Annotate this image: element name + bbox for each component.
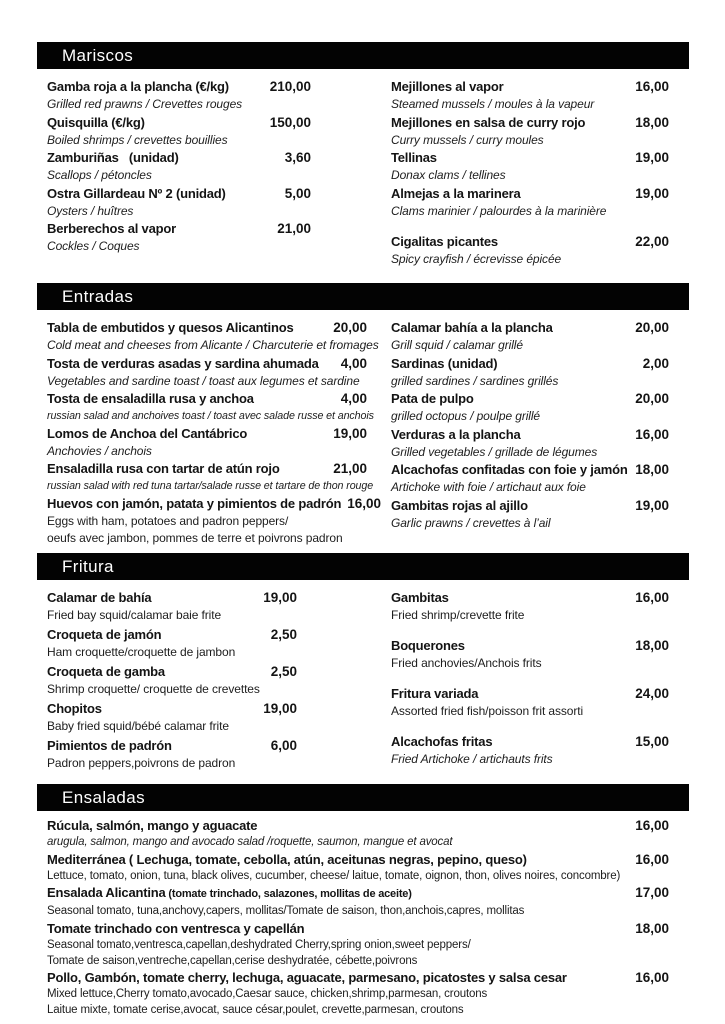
item-price: 18,00 (635, 920, 669, 936)
section-items-mariscos (37, 69, 689, 268)
section-title: Fritura (62, 556, 114, 576)
item-row (47, 737, 383, 755)
menu-item (47, 700, 383, 735)
item-name: Ensaladilla rusa con tartar de atún rojo (47, 461, 280, 476)
item-description: Fried anchovies/Anchois frits (391, 656, 542, 670)
menu-item (47, 319, 383, 354)
item-description: Oysters / huîtres (47, 203, 134, 218)
item-name: Berberechos al vapor (47, 221, 176, 236)
item-description: Laitue mixte, tomate cerise,avocat, sauce césar,poulet, crevette,parmesan, croutons (47, 1004, 464, 1016)
item-name: Pata de pulpo (391, 391, 474, 406)
item-description: Baby fried squid/bébé calamar frite (47, 719, 229, 733)
item-name: Sardinas (unidad) (391, 355, 498, 371)
item-price: 18,00 (635, 462, 669, 477)
item-description: Tomate de saison,ventreche,capellan,cerise deshydratée, cébette,poivrons (47, 954, 418, 967)
item-row (47, 663, 383, 681)
item-name: Croqueta de gamba (47, 664, 165, 679)
menu-column (47, 589, 383, 774)
item-name: Boquerones (391, 638, 465, 653)
menu-column (391, 319, 669, 547)
section-items-ensaladas (37, 811, 689, 1019)
menu-column (391, 589, 669, 774)
menu-column (391, 78, 669, 268)
item-description: russian salad and anchoives toast / toast avec salade russe et anchois (47, 410, 374, 422)
item-description: Fried bay squid/calamar baie frite (47, 608, 222, 622)
item-row (391, 497, 669, 515)
item-name: Mediterránea ( Lechuga, tomate, cebolla, atún, aceitunas negras, pepino, queso) (47, 851, 527, 867)
item-price: 21,00 (333, 461, 367, 476)
section-header-entradas (37, 283, 689, 310)
item-name: Tellinas (391, 150, 437, 165)
item-row (391, 114, 669, 132)
item-price: 210,00 (269, 79, 311, 94)
item-price: 16,00 (635, 818, 669, 833)
item-name: Gambitas (391, 590, 449, 605)
menu-item (391, 233, 669, 268)
item-row (391, 589, 669, 607)
item-description: Anchovies / anchois (47, 443, 152, 458)
item-name: Almejas a la marinera (391, 185, 521, 201)
item-name: Cigalitas picantes (391, 233, 498, 249)
menu-item (47, 460, 383, 494)
item-price: 21,00 (277, 221, 311, 236)
item-row (47, 114, 383, 132)
menu-item (391, 589, 669, 624)
item-row (391, 185, 669, 203)
item-row (47, 851, 669, 868)
item-price: 150,00 (269, 114, 311, 130)
item-row (47, 589, 383, 607)
item-name-note: (tomate trinchado, salazones, mollitas de aceite) (165, 888, 412, 900)
item-row (47, 149, 383, 167)
item-row (391, 637, 669, 655)
item-name: Tosta de verduras asadas y sardina ahumada (47, 355, 319, 371)
section-items-entradas (37, 310, 689, 547)
item-name: Zamburiñas (unidad) (47, 150, 179, 165)
item-name: Ensalada Alicantina (tomate trinchado, salazones, mollitas de aceite) (47, 885, 412, 900)
item-row (391, 685, 669, 703)
item-price: 16,00 (635, 426, 669, 442)
item-description: Spicy crayfish / écrevisse épicée (391, 251, 562, 266)
item-price: 16,00 (635, 970, 669, 985)
menu-item (47, 114, 383, 149)
menu-item (391, 114, 669, 149)
menu-item (391, 637, 669, 672)
item-row (391, 78, 669, 96)
item-price: 4,00 (340, 391, 367, 406)
item-description: grilled octopus / poulpe grillé (391, 409, 540, 423)
menu-item (47, 969, 669, 1018)
item-name: Tosta de ensaladilla rusa y anchoa (47, 391, 254, 406)
item-price: 19,00 (635, 150, 669, 165)
item-row (391, 390, 669, 408)
item-row (47, 355, 383, 373)
item-description: Vegetables and sardine toast / toast aux legumes et sardine (47, 373, 360, 388)
item-description: oeufs avec jambon, pommes de terre et poivrons padron (47, 530, 343, 545)
item-price: 24,00 (635, 686, 669, 701)
menu-item (47, 589, 383, 624)
item-price: 20,00 (333, 320, 367, 335)
item-row (391, 426, 669, 444)
item-price: 16,00 (635, 590, 669, 605)
item-price: 18,00 (635, 638, 669, 653)
section-entradas (0, 283, 725, 553)
item-row (47, 884, 669, 903)
item-name: Calamar de bahía (47, 590, 152, 605)
item-description: russian salad with red tuna tartar/salade russe et tartare de thon rouge (47, 480, 374, 492)
item-description: Scallops / pétoncles (47, 168, 152, 182)
section-items-fritura (37, 580, 689, 774)
item-description: Steamed mussels / moules à la vapeur (391, 97, 595, 111)
item-row (47, 425, 383, 443)
item-price: 2,00 (642, 355, 669, 371)
item-description: Mixed lettuce,Cherry tomato,avocado,Caesar sauce, chicken,shrimp,parmesan, croutons (47, 988, 488, 1000)
item-row (47, 460, 383, 478)
item-description: Shrimp croquette/ croquette de crevettes (47, 682, 260, 696)
item-row (47, 185, 383, 203)
menu-item (47, 390, 383, 424)
menu-column (47, 319, 383, 547)
item-row (47, 626, 383, 644)
item-name: Alcachofas fritas (391, 734, 493, 749)
item-name: Gamba roja a la plancha (€/kg) (47, 79, 229, 94)
item-description: Lettuce, tomato, onion, tuna, black olives, cucumber, cheese/ laitue, tomate, oignon, thon, olives noires, concombre) (47, 869, 621, 882)
item-description: Eggs with ham, potatoes and padron peppers/ (47, 513, 289, 528)
menu-column (47, 817, 669, 1019)
menu-item (391, 426, 669, 461)
item-price: 3,60 (284, 150, 311, 165)
item-description: arugula, salmon, mango and avocado salad /roquette, saumon, mangue et avocat (47, 836, 453, 848)
section-title: Mariscos (62, 45, 134, 65)
item-price: 19,00 (263, 701, 297, 716)
item-name: Pollo, Gambón, tomate cherry, lechuga, aguacate, parmesano, picatostes y salsa cesar (47, 970, 567, 985)
item-description: Garlic prawns / crevettes à l’ail (391, 515, 551, 530)
section-mariscos (0, 0, 725, 283)
item-row (47, 817, 669, 834)
item-price: 5,00 (284, 185, 311, 201)
item-name: Mejillones al vapor (391, 79, 504, 94)
item-name: Alcachofas confitadas con foie y jamón (391, 462, 628, 477)
item-name: Pimientos de padrón (47, 738, 172, 753)
menu-item (47, 663, 383, 698)
section-title: Ensaladas (62, 787, 145, 807)
section-title: Entradas (62, 286, 134, 306)
item-name: Fritura variada (391, 686, 479, 701)
item-price: 2,50 (270, 664, 297, 679)
menu-item (391, 149, 669, 184)
section-fritura (0, 553, 725, 784)
menu-item (391, 390, 669, 425)
item-price: 19,00 (263, 590, 297, 605)
item-row (391, 233, 669, 251)
item-name: Croqueta de jamón (47, 627, 162, 642)
menu-item (47, 851, 669, 884)
item-description: Assorted fried fish/poisson frit assorti (391, 704, 584, 718)
item-row (47, 78, 383, 96)
item-row (47, 319, 383, 337)
item-price: 16,00 (635, 851, 669, 867)
item-row (47, 390, 383, 408)
item-row (391, 461, 669, 479)
item-description: Cockles / Coques (47, 239, 140, 253)
item-description: Grilled red prawns / Crevettes rouges (47, 97, 243, 111)
menu-item (47, 185, 383, 220)
item-description: Cold meat and cheeses from Alicante / Charcuterie et fromages (47, 338, 379, 352)
item-description: Fried Artichoke / artichauts frits (391, 752, 553, 766)
item-name: Ostra Gillardeau Nº 2 (unidad) (47, 185, 226, 201)
menu-item (47, 355, 383, 390)
item-name: Lomos de Anchoa del Cantábrico (47, 425, 248, 441)
menu-item (47, 220, 383, 255)
menu-item (391, 685, 669, 720)
menu-item (391, 78, 669, 113)
item-name: Mejillones en salsa de curry rojo (391, 114, 586, 130)
item-row (47, 220, 383, 238)
menu-item (47, 626, 383, 661)
menu-item (47, 884, 669, 919)
item-row (391, 733, 669, 751)
item-description: Grill squid / calamar grillé (391, 338, 523, 352)
item-row (47, 969, 669, 986)
item-row (391, 319, 669, 337)
item-name: Quisquilla (€/kg) (47, 114, 145, 130)
item-row (391, 149, 669, 167)
item-price: 18,00 (635, 114, 669, 130)
item-price: 16,00 (347, 495, 381, 511)
item-row (391, 355, 669, 373)
item-price: 16,00 (635, 79, 669, 94)
item-price: 6,00 (270, 738, 297, 753)
menu-item (391, 497, 669, 532)
menu-item (391, 355, 669, 390)
item-description: Clams marinier / palourdes à la marinière (391, 203, 607, 218)
item-name: Chopitos (47, 701, 102, 716)
item-description: Seasonal tomato,ventresca,capellan,deshydrated Cherry,spring onion,sweet peppers/ (47, 938, 471, 951)
item-description: Artichoke with foie / artichaut aux foie (391, 480, 586, 494)
item-price: 4,00 (340, 355, 367, 371)
section-header-mariscos (37, 42, 689, 69)
menu-item (391, 185, 669, 220)
item-description: Seasonal tomato, tuna,anchovy,capers, mollitas/Tomate de saison, thon,anchois,capres, mollitas (47, 905, 525, 917)
item-name: Tabla de embutidos y quesos Alicantinos (47, 320, 294, 335)
item-row (47, 495, 383, 513)
menu-item (47, 425, 383, 460)
item-price: 20,00 (635, 320, 669, 335)
menu-item (391, 461, 669, 496)
item-price: 22,00 (635, 233, 669, 249)
item-name: Huevos con jamón, patata y pimientos de padrón (47, 495, 342, 511)
item-name: Gambitas rojas al ajillo (391, 497, 528, 513)
item-price: 19,00 (635, 185, 669, 201)
section-header-fritura (37, 553, 689, 580)
item-name: Calamar bahía a la plancha (391, 320, 553, 335)
item-row (47, 920, 669, 937)
menu-item (47, 495, 383, 547)
menu-item (391, 733, 669, 768)
section-header-ensaladas (37, 784, 689, 811)
item-name: Tomate trinchado con ventresca y capellán (47, 920, 305, 936)
item-description: Padron peppers,poivrons de padron (47, 756, 236, 770)
item-description: Fried shrimp/crevette frite (391, 608, 525, 622)
item-row (47, 700, 383, 718)
item-price: 19,00 (635, 497, 669, 513)
menu-item (47, 78, 383, 113)
item-description: Ham croquette/croquette de jambon (47, 645, 236, 659)
item-price: 15,00 (635, 734, 669, 749)
menu-item (47, 737, 383, 772)
menu-column (47, 78, 383, 268)
menu-item (47, 920, 669, 969)
item-description: Boiled shrimps / crevettes bouillies (47, 132, 228, 147)
item-name: Rúcula, salmón, mango y aguacate (47, 818, 258, 833)
item-price: 20,00 (635, 391, 669, 406)
section-ensaladas (0, 784, 725, 1024)
menu-item (391, 319, 669, 354)
item-price: 2,50 (270, 627, 297, 642)
item-name: Verduras a la plancha (391, 426, 521, 442)
item-description: Donax clams / tellines (391, 168, 506, 182)
item-description: Grilled vegetables / grillade de légumes (391, 444, 598, 459)
item-description: Curry mussels / curry moules (391, 132, 544, 147)
item-description: grilled sardines / sardines grillés (391, 373, 559, 388)
menu-item (47, 817, 669, 850)
item-price: 19,00 (333, 425, 367, 441)
item-price: 17,00 (635, 885, 669, 900)
menu-item (47, 149, 383, 184)
